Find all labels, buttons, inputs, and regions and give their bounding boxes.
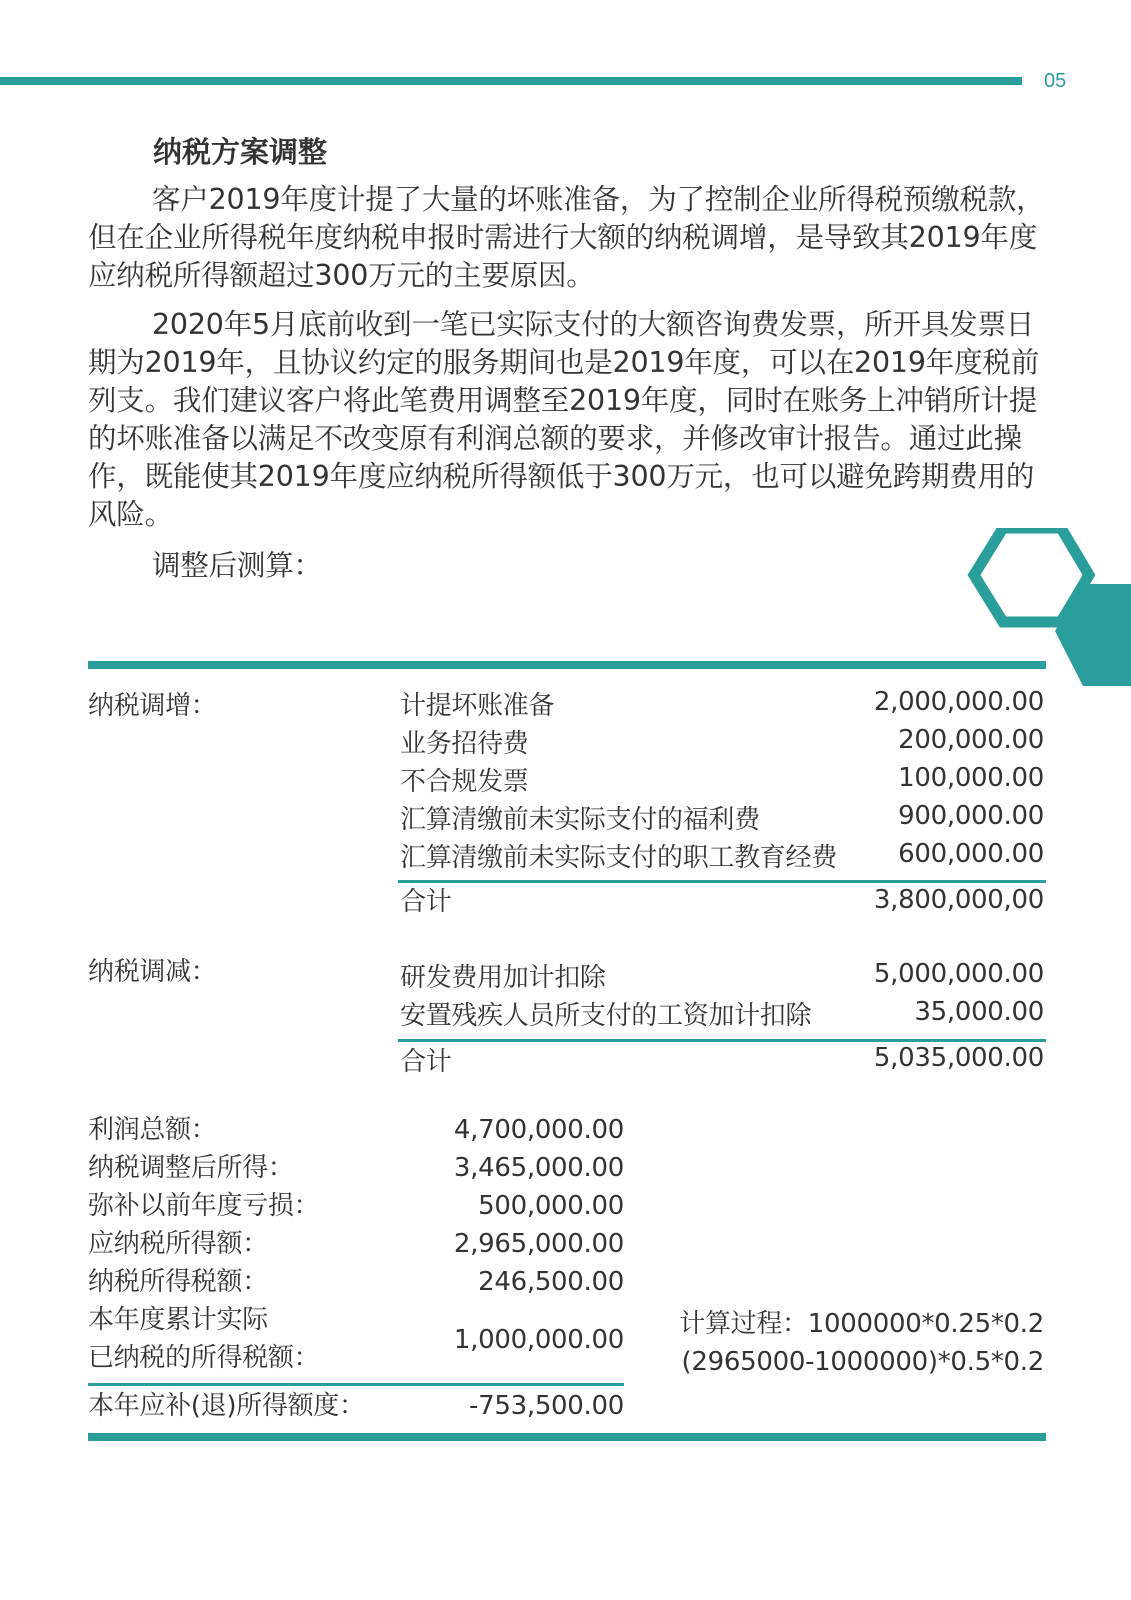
increase-item-name: 不合规发票 bbox=[400, 767, 529, 797]
increase-total-amount: 3,800,000,00 bbox=[873, 885, 1044, 915]
paragraph-1: 客户2019年度计提了大量的坏账准备，为了控制企业所得税预缴税款，但在企业所得税年度纳税申报时需进行大额的纳税调增，是导致其2019年度应纳税所得额超过300万元的主要原因。 bbox=[88, 183, 1045, 292]
decrease-item-amount: 35,000.00 bbox=[914, 997, 1044, 1027]
summary-total-rule bbox=[88, 1383, 624, 1386]
decrease-item-name: 研发费用加计扣除 bbox=[400, 963, 606, 993]
summary-label: 本年度累计实际 bbox=[88, 1305, 268, 1335]
summary-amount: 500,000.00 bbox=[478, 1191, 624, 1221]
page-number: 05 bbox=[1044, 70, 1067, 92]
decrease-total-amount: 5,035,000.00 bbox=[873, 1043, 1044, 1073]
increase-item-amount: 600,000.00 bbox=[898, 839, 1044, 869]
increase-item-name: 汇算清缴前未实际支付的职工教育经费 bbox=[400, 843, 837, 873]
increase-item-amount: 2,000,000.00 bbox=[873, 687, 1044, 717]
summary-amount: 2,965,000.00 bbox=[453, 1229, 624, 1259]
summary-label: 弥补以前年度亏损： bbox=[88, 1191, 320, 1221]
increase-label: 纳税调增： bbox=[88, 691, 217, 721]
increase-item-amount: 900,000.00 bbox=[898, 801, 1044, 831]
hexagon-solid-icon bbox=[1055, 584, 1131, 686]
summary-amount: 246,500.00 bbox=[478, 1267, 624, 1297]
section-title: 纳税方案调整 bbox=[153, 135, 328, 169]
summary-label: 纳税所得税额： bbox=[88, 1267, 268, 1297]
increase-item-amount: 200,000.00 bbox=[898, 725, 1044, 755]
calculation-line-2: (2965000-1000000)*0.5*0.2 bbox=[681, 1347, 1044, 1377]
table-bottom-rule bbox=[88, 1433, 1046, 1441]
top-accent-rule bbox=[0, 77, 1022, 85]
paragraph-2: 2020年5月底前收到一笔已实际支付的大额咨询费发票，所开具发票日期为2019年，且协议约定的服务期间也是2019年度，可以在2019年度税前列支。我们建议客户将此笔费用调整至2019年度，同时在账务上冲销所计提的坏账准备以满足不改变原有利润总额的要求，并修改审计报告。通过此操作，既能使其2019年度应纳税所得额低于300万元，也可以避免跨期费用的风险。 bbox=[88, 308, 1039, 531]
summary-label: 利润总额： bbox=[88, 1115, 217, 1145]
summary-amount: 4,700,000.00 bbox=[453, 1115, 624, 1145]
table-top-rule bbox=[88, 661, 1046, 669]
increase-item-name: 汇算清缴前未实际支付的福利费 bbox=[400, 805, 760, 835]
summary-amount: 3,465,000.00 bbox=[453, 1153, 624, 1183]
decrease-item-amount: 5,000,000.00 bbox=[873, 959, 1044, 989]
summary-label: 已纳税的所得税额： bbox=[88, 1343, 320, 1373]
decrease-label: 纳税调减： bbox=[88, 957, 217, 987]
increase-total-label: 合计 bbox=[400, 887, 452, 917]
increase-item-amount: 100,000.00 bbox=[898, 763, 1044, 793]
paragraph-3: 调整后测算： bbox=[152, 549, 322, 582]
summary-total-amount: -753,500.00 bbox=[469, 1391, 624, 1421]
calculation-line-1: 计算过程：1000000*0.25*0.2 bbox=[679, 1309, 1044, 1339]
summary-total-label: 本年应补(退)所得额度： bbox=[88, 1391, 365, 1421]
summary-label: 纳税调整后所得： bbox=[88, 1153, 294, 1183]
increase-item-name: 计提坏账准备 bbox=[400, 691, 555, 721]
summary-amount: 1,000,000.00 bbox=[453, 1325, 624, 1355]
decrease-item-name: 安置残疾人员所支付的工资加计扣除 bbox=[400, 1001, 812, 1031]
increase-item-name: 业务招待费 bbox=[400, 729, 529, 759]
decrease-total-label: 合计 bbox=[400, 1047, 452, 1077]
summary-label: 应纳税所得额： bbox=[88, 1229, 268, 1259]
